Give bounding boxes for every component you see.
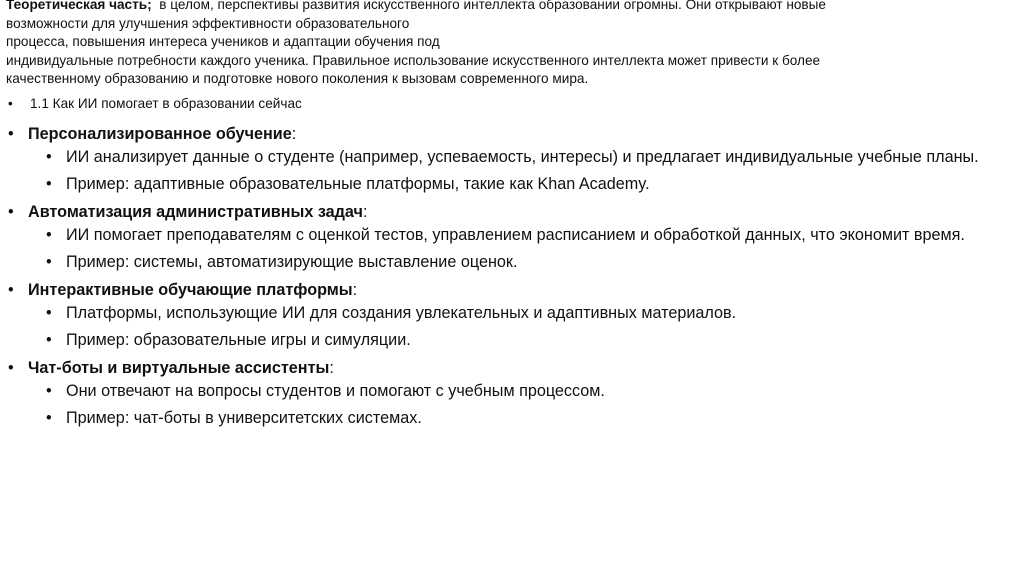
list-item [8,174,1008,194]
bullet-icon: • [46,331,52,349]
list-item [8,147,1008,167]
section-admin-automation [8,202,1008,272]
list-item [8,381,1008,401]
section-interactive-platforms [8,280,1008,350]
bullet-icon: • [46,148,52,166]
bullet-icon: • [8,96,13,111]
section-colon: : [352,281,358,299]
bullet-icon: • [8,203,14,221]
section-list [8,124,1008,435]
item-text: Пример: адаптивные образовательные платформы, такие как Khan Academy. [66,175,650,193]
subsection-title: 1.1 Как ИИ помогает в образовании сейчас [30,96,302,111]
list-item [8,408,1008,428]
intro-line: в целом, перспективы развития искусственного интеллекта образовании огромны. Они открывают новые [151,0,826,12]
intro-line: возможности для улучшения эффективности образовательного [6,15,410,31]
item-text: ИИ помогает преподавателям с оценкой тестов, управлением расписанием и обработкой данных, что экономит время. [66,226,965,244]
bullet-icon: • [8,281,14,299]
section-title: Персонализированное обучение [28,125,292,143]
list-item [8,303,1008,323]
bullet-icon: • [46,382,52,400]
intro-line: процесса, повышения интереса учеников и адаптации обучения под [6,34,440,50]
bullet-icon: • [46,175,52,193]
section-title: Автоматизация административных задач [28,203,363,221]
intro-paragraph [6,0,1006,89]
intro-line: качественному образованию и подготовке нового поколения к вызовам современного мира. [6,71,589,87]
list-item [8,252,1008,272]
section-colon: : [329,359,334,377]
subsection-heading [8,95,302,113]
section-colon: : [291,125,297,143]
bullet-icon: • [46,409,52,427]
bullet-icon: • [8,359,14,377]
list-item [8,330,1008,350]
section-title: Интерактивные обучающие платформы [28,281,353,299]
section-title: Чат-боты и виртуальные ассистенты [28,359,330,377]
item-text: Они отвечают на вопросы студентов и помогают с учебным процессом. [66,382,605,400]
intro-lead: Теоретическая часть; [6,0,152,12]
item-text: Пример: системы, автоматизирующие выставление оценок. [66,253,518,271]
list-item [8,225,1008,245]
section-chatbots [8,358,1008,428]
bullet-icon: • [46,226,52,244]
item-text: ИИ анализирует данные о студенте (например, успеваемость, интересы) и предлагает индивидуальные учебные планы. [66,148,979,166]
section-personalized-learning [8,124,1008,194]
item-text: Пример: чат-боты в университетских системах. [66,409,422,427]
item-text: Платформы, использующие ИИ для создания увлекательных и адаптивных материалов. [66,304,737,322]
bullet-icon: • [8,125,14,143]
item-text: Пример: образовательные игры и симуляции. [66,331,411,349]
bullet-icon: • [46,304,52,322]
section-colon: : [362,203,368,221]
intro-line: индивидуальные потребности каждого ученика. Правильное использование искусственного интеллекта может привести к более [6,52,821,68]
bullet-icon: • [46,253,52,271]
